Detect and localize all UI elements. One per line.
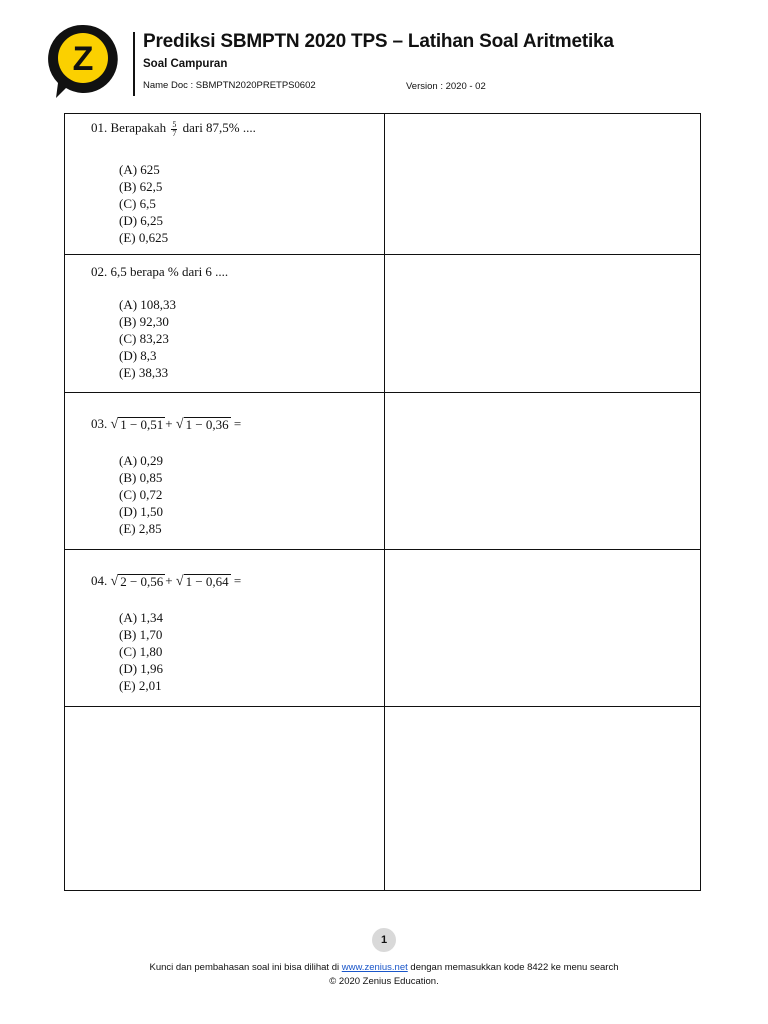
logo-letter: Z (72, 40, 94, 78)
question-1-text (91, 120, 256, 138)
document-title: Prediksi SBMPTN 2020 TPS – Latihan Soal Aritmetika (143, 31, 614, 52)
footer-note (0, 962, 768, 973)
option-a: (A) 625 (119, 162, 160, 177)
question-1-options (119, 161, 168, 246)
option-a: (A) 108,33 (119, 297, 177, 312)
radical-icon: √ (175, 417, 184, 432)
square-root (111, 574, 166, 589)
question-row-4 (65, 550, 700, 707)
option-d: (D) 8,3 (119, 348, 157, 363)
radicand: 2 − 0,56 (120, 574, 164, 589)
option-d: (D) 1,96 (119, 661, 164, 676)
option-b: (B) 62,5 (119, 179, 163, 194)
question-4-text (91, 573, 241, 589)
copyright: © 2020 Zenius Education. (329, 976, 439, 987)
document-header (0, 0, 768, 110)
zenius-logo-icon (46, 22, 120, 100)
equals-sign: = (233, 573, 242, 588)
question-grid (64, 113, 701, 891)
question-4-number: 04. (91, 573, 108, 588)
square-root (111, 417, 166, 432)
radicand: 1 − 0,36 (185, 417, 229, 432)
document-subtitle: Soal Campuran (143, 58, 228, 70)
zenius-link[interactable]: www.zenius.net (341, 962, 408, 973)
radicand: 1 − 0,64 (185, 574, 229, 589)
radical-icon: √ (110, 574, 119, 589)
header-divider (133, 32, 135, 96)
option-b: (B) 1,70 (119, 627, 163, 642)
option-b: (B) 92,30 (119, 314, 169, 329)
radical-icon: √ (175, 574, 184, 589)
empty-row (65, 707, 700, 890)
question-2-text: 02. 6,5 berapa % dari 6 .... (91, 264, 229, 279)
option-a: (A) 1,34 (119, 610, 164, 625)
page-number-badge: 1 (372, 928, 396, 952)
name-doc: Name Doc : SBMPTN2020PRETPS0602 (143, 80, 316, 91)
question-4-options (119, 609, 163, 694)
plus-sign: + (165, 573, 173, 588)
question-2-options (119, 296, 176, 381)
question-3-options (119, 452, 163, 537)
option-e: (E) 2,85 (119, 521, 162, 536)
option-e: (E) 0,625 (119, 230, 169, 245)
option-a: (A) 0,29 (119, 453, 164, 468)
question-row-2 (65, 255, 700, 393)
option-e: (E) 38,33 (119, 365, 169, 380)
option-d: (D) 1,50 (119, 504, 164, 519)
option-c: (C) 83,23 (119, 331, 169, 346)
question-1-prefix: 01. Berapakah (91, 120, 167, 135)
fraction (171, 121, 177, 138)
fraction-numerator: 5 (172, 119, 177, 129)
option-d: (D) 6,25 (119, 213, 164, 228)
question-3-text (91, 416, 241, 432)
question-3-number: 03. (91, 416, 108, 431)
option-e: (E) 2,01 (119, 678, 162, 693)
footer-text-before: Kunci dan pembahasan soal ini bisa dilihat di (149, 962, 342, 973)
option-c: (C) 1,80 (119, 644, 163, 659)
square-root (176, 417, 231, 432)
plus-sign: + (165, 416, 173, 431)
radical-icon: √ (110, 417, 119, 432)
option-b: (B) 0,85 (119, 470, 163, 485)
question-row-3 (65, 393, 700, 550)
fraction-denominator: 7 (172, 128, 177, 138)
option-c: (C) 6,5 (119, 196, 156, 211)
radicand: 1 − 0,51 (120, 417, 164, 432)
version-label: Version : 2020 - 02 (406, 81, 486, 92)
question-row-1 (65, 114, 700, 255)
footer-text-after: dengan memasukkan kode 8422 ke menu search (407, 962, 619, 973)
question-1-suffix: dari 87,5% .... (182, 120, 256, 135)
square-root (176, 574, 231, 589)
equals-sign: = (233, 416, 242, 431)
option-c: (C) 0,72 (119, 487, 163, 502)
